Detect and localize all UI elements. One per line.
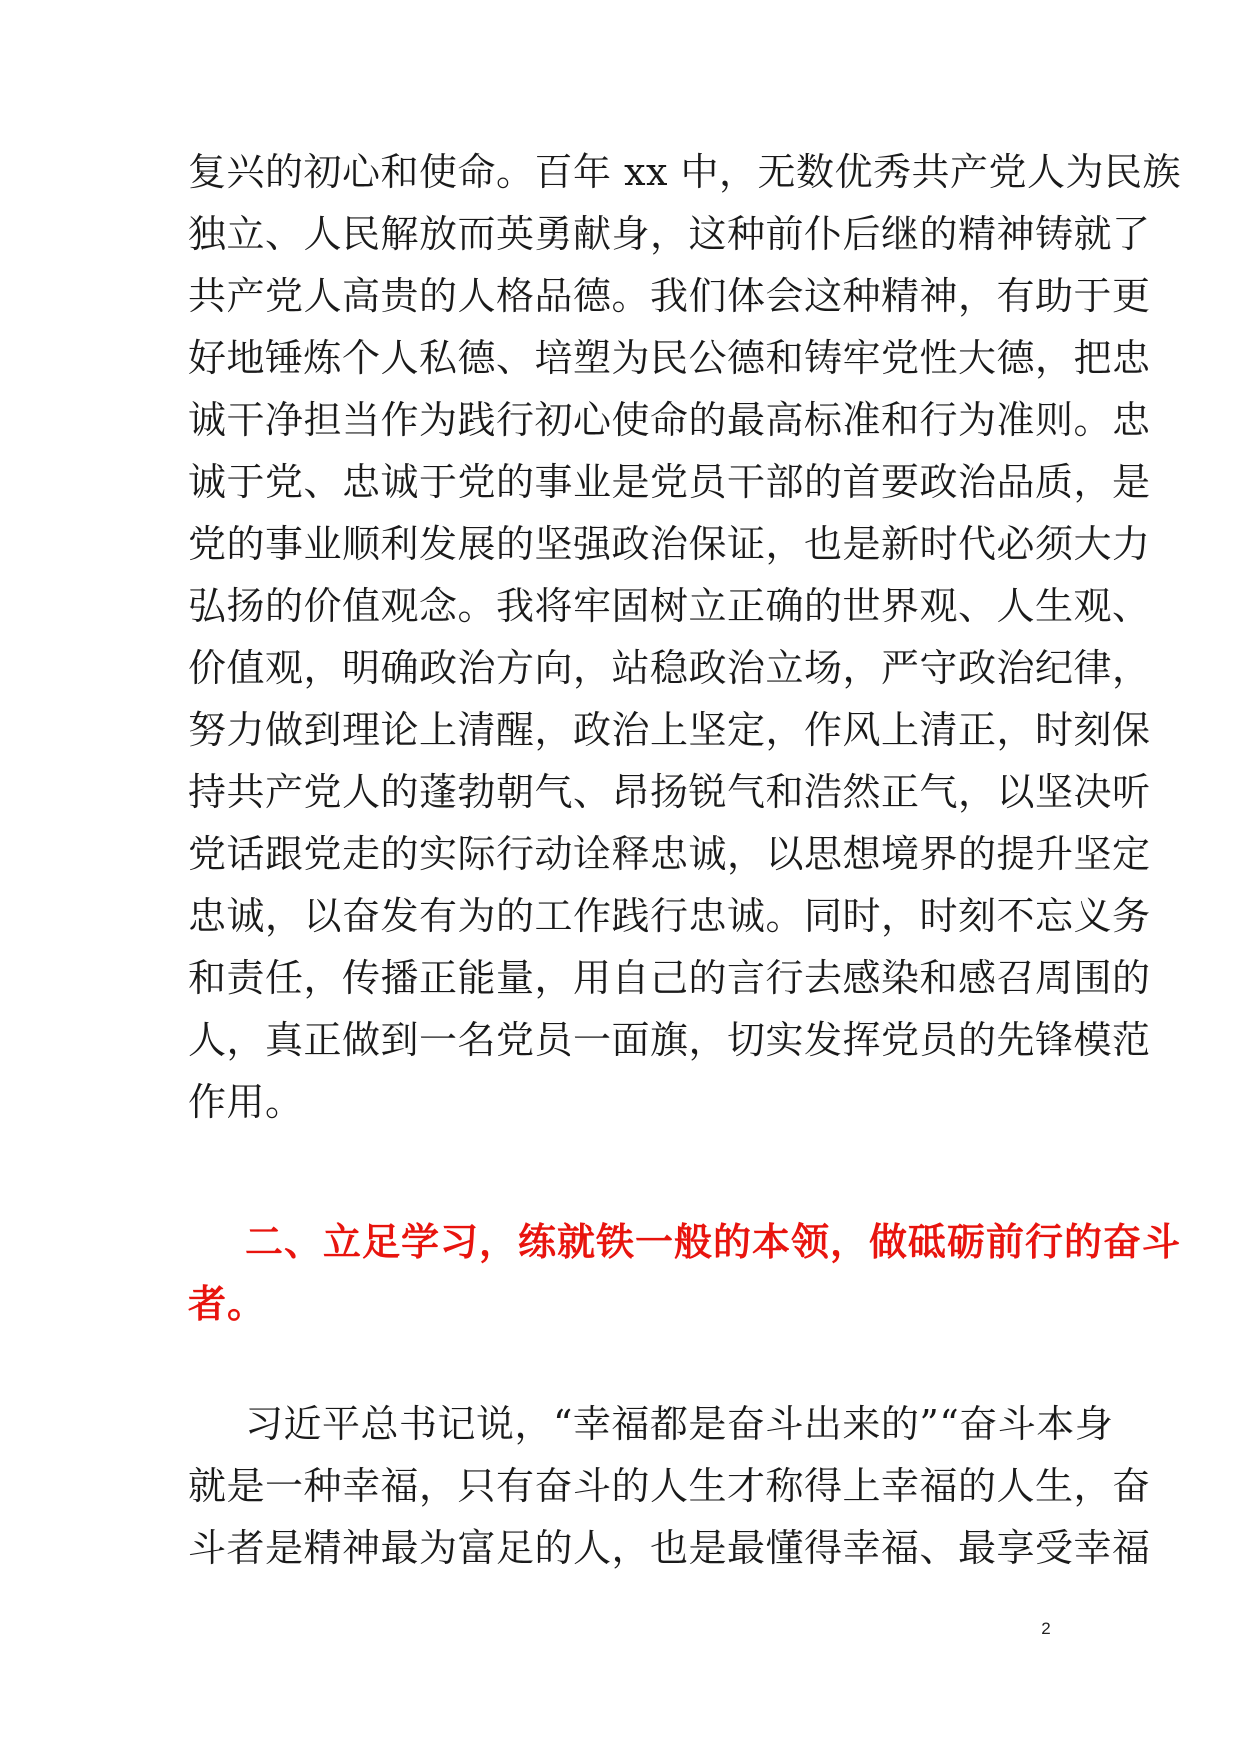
section-heading-line: 者。 [188,1282,267,1326]
body-text-line: 党的事业顺利发展的坚强政治保证，也是新时代必须大力 [188,522,1151,566]
body-text-line: 持共产党人的蓬勃朝气、昂扬锐气和浩然正气，以坚决听 [188,770,1151,814]
section-heading-line: 二、立足学习，练就铁一般的本领，做砥砺前行的奋斗 [245,1220,1182,1264]
body-text-line: 人，真正做到一名党员一面旗，切实发挥党员的先锋模范 [188,1018,1151,1062]
body-text-line: 就是一种幸福，只有奋斗的人生才称得上幸福的人生，奋 [188,1464,1151,1508]
body-text-line: 斗者是精神最为富足的人，也是最懂得幸福、最享受幸福 [188,1526,1151,1570]
body-text-line: 好地锤炼个人私德、培塑为民公德和铸牢党性大德，把忠 [188,336,1151,380]
body-text-line: 复兴的初心和使命。百年 xx 中，无数优秀共产党人为民族 [188,150,1182,194]
body-text-line: 诚于党、忠诚于党的事业是党员干部的首要政治品质，是 [188,460,1151,504]
body-text-line: 习近平总书记说，“幸福都是奋斗出来的”“奋斗本身 [245,1402,1114,1446]
body-text-line: 诚干净担当作为践行初心使命的最高标准和行为准则。忠 [188,398,1151,442]
body-text-line: 作用。 [188,1080,304,1124]
body-text-line: 价值观，明确政治方向，站稳政治立场，严守政治纪律， [188,646,1151,690]
body-text-line: 独立、人民解放而英勇献身，这种前仆后继的精神铸就了 [188,212,1151,256]
body-text-line: 共产党人高贵的人格品德。我们体会这种精神，有助于更 [188,274,1151,318]
body-text-line: 努力做到理论上清醒，政治上坚定，作风上清正，时刻保 [188,708,1151,752]
body-text-line: 弘扬的价值观念。我将牢固树立正确的世界观、人生观、 [188,584,1151,628]
body-text-line: 和责任，传播正能量，用自己的言行去感染和感召周围的 [188,956,1151,1000]
body-text-line: 党话跟党走的实际行动诠释忠诚，以思想境界的提升坚定 [188,832,1151,876]
page-number: 2 [1041,1619,1051,1638]
body-text-line: 忠诚，以奋发有为的工作践行忠诚。同时，时刻不忘义务 [188,894,1151,938]
